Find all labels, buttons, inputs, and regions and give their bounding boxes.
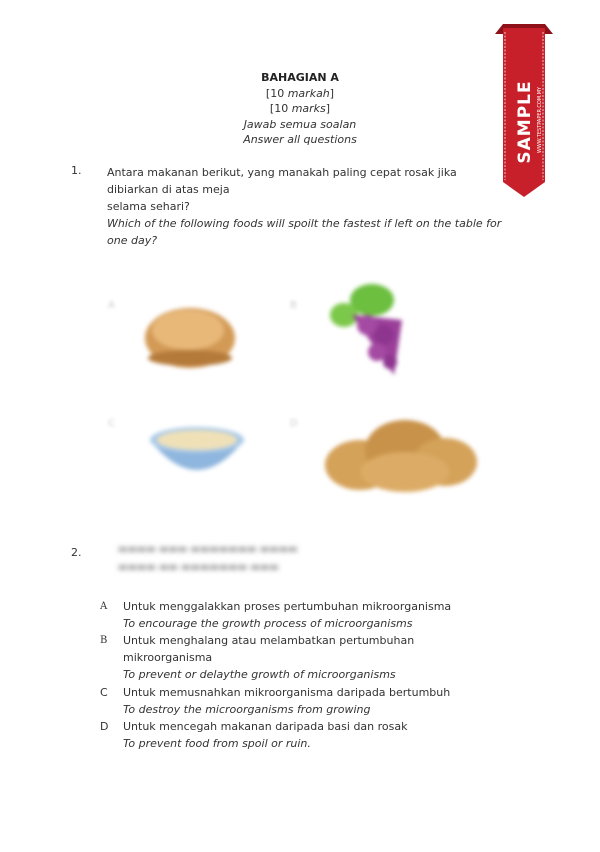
question-1-text	[107, 164, 507, 249]
porridge-bowl-image	[142, 420, 252, 490]
option-a-malay: Untuk menggalakkan proses pertumbuhan mikroorganisma	[123, 600, 452, 613]
question-2-option-d	[100, 718, 500, 752]
option-c-label: C	[108, 418, 115, 429]
question-1-malay-line1: Antara makanan berikut, yang manakah paling cepat rosak jika dibiarkan di atas meja	[107, 166, 457, 196]
sample-ribbon-word: SAMPLE	[515, 80, 535, 164]
option-c-english: To destroy the microorganisms from growing	[123, 703, 371, 716]
bread-image	[140, 298, 240, 370]
question-2-option-a	[100, 598, 500, 632]
option-b-malay: Untuk menghalang atau melambatkan pertumbuhan mikroorganisma	[123, 634, 415, 664]
grapes-image	[322, 280, 422, 380]
question-2-option-b	[100, 632, 500, 683]
marks-malay: [10 markah]	[265, 86, 335, 100]
option-d-english: To prevent food from spoil or ruin.	[123, 737, 311, 750]
option-a-english: To encourage the growth process of microorganisms	[123, 617, 413, 630]
biscuits-image	[320, 410, 480, 500]
sample-ribbon-site: WWW.TESTPAPER.COM.MY	[537, 86, 543, 154]
option-letter: A	[100, 601, 108, 612]
option-c-malay: Untuk memusnahkan mikroorganisma daripada bertumbuh	[123, 686, 451, 699]
question-2-option-c	[100, 684, 500, 718]
question-2-number: 2.	[71, 546, 82, 559]
marks-english: [10 marks]	[269, 102, 331, 115]
question-1-number: 1.	[71, 164, 82, 177]
instruction-english: Answer all questions	[243, 133, 357, 146]
option-a-label: A	[108, 300, 115, 311]
option-letter: B	[100, 635, 108, 646]
instruction-malay: Jawab semua soalan	[243, 117, 357, 131]
option-letter: D	[100, 720, 109, 733]
option-letter: C	[100, 686, 108, 699]
option-b-english: To prevent or delaythe growth of microorganisms	[123, 668, 396, 681]
question-2-stem-line2: ▬▬▬▬ ▬▬ ▬▬▬▬▬▬▬ ▬▬▬	[118, 562, 279, 573]
section-title: BAHAGIAN A	[261, 71, 339, 84]
question-1-malay-line2: selama sehari?	[107, 200, 190, 213]
question-2-stem-line1: ▬▬▬▬ ▬▬▬ ▬▬▬▬▬▬▬ ▬▬▬▬	[118, 544, 298, 555]
option-d-label: D	[290, 418, 298, 429]
sample-ribbon	[503, 22, 547, 182]
option-d-malay: Untuk mencegah makanan daripada basi dan rosak	[123, 720, 408, 733]
question-1-english: Which of the following foods will spoilt the fastest if left on the table for one day?	[107, 217, 502, 247]
option-b-label: B	[290, 300, 297, 311]
